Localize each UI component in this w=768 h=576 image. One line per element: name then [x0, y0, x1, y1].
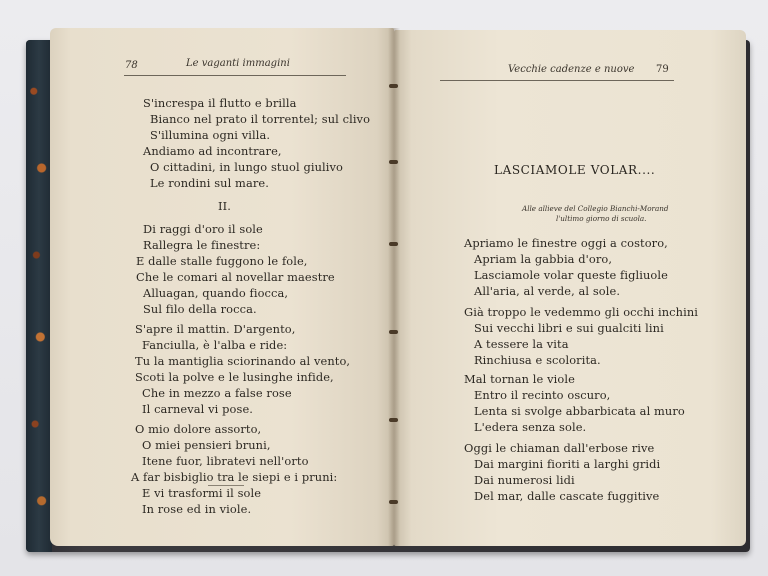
verse-line: Le rondini sul mare. — [150, 176, 269, 190]
verse-line: E dalle stalle fuggono le fole, — [136, 254, 308, 268]
binding-stitch — [389, 500, 398, 504]
verse-line: Scoti la polve e le lusinghe infide, — [135, 370, 334, 384]
book-gutter — [388, 28, 400, 546]
left-page-number: 78 — [125, 60, 138, 71]
verse-line: A far bisbiglio tra le siepi e i pruni: — [131, 470, 338, 484]
poem-title: LASCIAMOLE VOLAR.... — [494, 163, 656, 177]
binding-stitch — [389, 242, 398, 246]
verse-line: Già troppo le vedemmo gli occhi inchini — [464, 305, 699, 319]
verse-line: Il carneval vi pose. — [142, 402, 254, 416]
verse-line: Dai margini fioriti a larghi gridi — [474, 457, 661, 471]
verse-line: Del mar, dalle cascate fuggitive — [474, 489, 660, 503]
dedication-line: Alle allieve del Collegio Bianchi-Morand — [522, 204, 669, 213]
verse-line: Apriam la gabbia d'oro, — [474, 252, 613, 266]
right-header-rule — [440, 80, 674, 81]
verse-line: Rinchiusa e scolorita. — [474, 353, 601, 367]
verse-line: In rose ed in viole. — [142, 502, 252, 516]
verse-line: O miei pensieri bruni, — [142, 438, 271, 452]
verse-line: Alluagan, quando fiocca, — [143, 286, 289, 300]
verse-line: Rallegra le finestre: — [143, 238, 261, 252]
verse-line: Itene fuor, libratevi nell'orto — [142, 454, 309, 468]
binding-stitch — [389, 330, 398, 334]
verse-line: Di raggi d'oro il sole — [143, 222, 263, 236]
verse-line: S'apre il mattin. D'argento, — [135, 322, 296, 336]
verse-line: Mal tornan le viole — [464, 372, 575, 386]
right-page-number: 79 — [656, 64, 669, 75]
verse-line: A tessere la vita — [474, 337, 569, 351]
verse-line: Andiamo ad incontrare, — [143, 144, 282, 158]
verse-line: Fanciulla, è l'alba e ride: — [142, 338, 288, 352]
left-header-rule — [124, 75, 346, 76]
verse-line: Dai numerosi lidi — [474, 473, 575, 487]
verse-line: Sul filo della rocca. — [143, 302, 257, 316]
verse-line: Sui vecchi libri e sui gualciti lini — [474, 321, 664, 335]
right-running-head: Vecchie cadenze e nuove — [508, 64, 635, 75]
verse-line: E vi trasformi il sole — [142, 486, 262, 500]
verse-line: O cittadini, in lungo stuol giulivo — [150, 160, 343, 174]
verse-line: O mio dolore assorto, — [135, 422, 262, 436]
dedication-line: l'ultimo giorno di scuola. — [556, 214, 647, 223]
binding-stitch — [389, 418, 398, 422]
verse-line: Apriamo le finestre oggi a costoro, — [464, 236, 668, 250]
section-number: II. — [218, 199, 231, 213]
binding-stitch — [389, 160, 398, 164]
verse-line: S'illumina ogni villa. — [150, 128, 271, 142]
verse-line: Oggi le chiaman dall'erbose rive — [464, 441, 655, 455]
verse-line: Bianco nel prato il torrentel; sul clivo — [150, 112, 371, 126]
verse-line: All'aria, al verde, al sole. — [474, 284, 621, 298]
verse-line: Che in mezzo a false rose — [142, 386, 292, 400]
verse-line: Che le comari al novellar maestre — [136, 270, 335, 284]
verse-line: Lenta si svolge abbarbicata al muro — [474, 404, 685, 418]
verse-line: L'edera senza sole. — [474, 420, 587, 434]
binding-stitch — [389, 84, 398, 88]
end-separator-rule — [208, 485, 244, 486]
verse-line: Entro il recinto oscuro, — [474, 388, 611, 402]
verse-line: Lasciamole volar queste figliuole — [474, 268, 668, 282]
verse-line: S'increspa il flutto e brilla — [143, 96, 297, 110]
verse-line: Tu la mantiglia sciorinando al vento, — [135, 354, 351, 368]
marbled-spine-edge — [26, 40, 52, 552]
left-running-head: Le vaganti immagini — [186, 58, 290, 69]
